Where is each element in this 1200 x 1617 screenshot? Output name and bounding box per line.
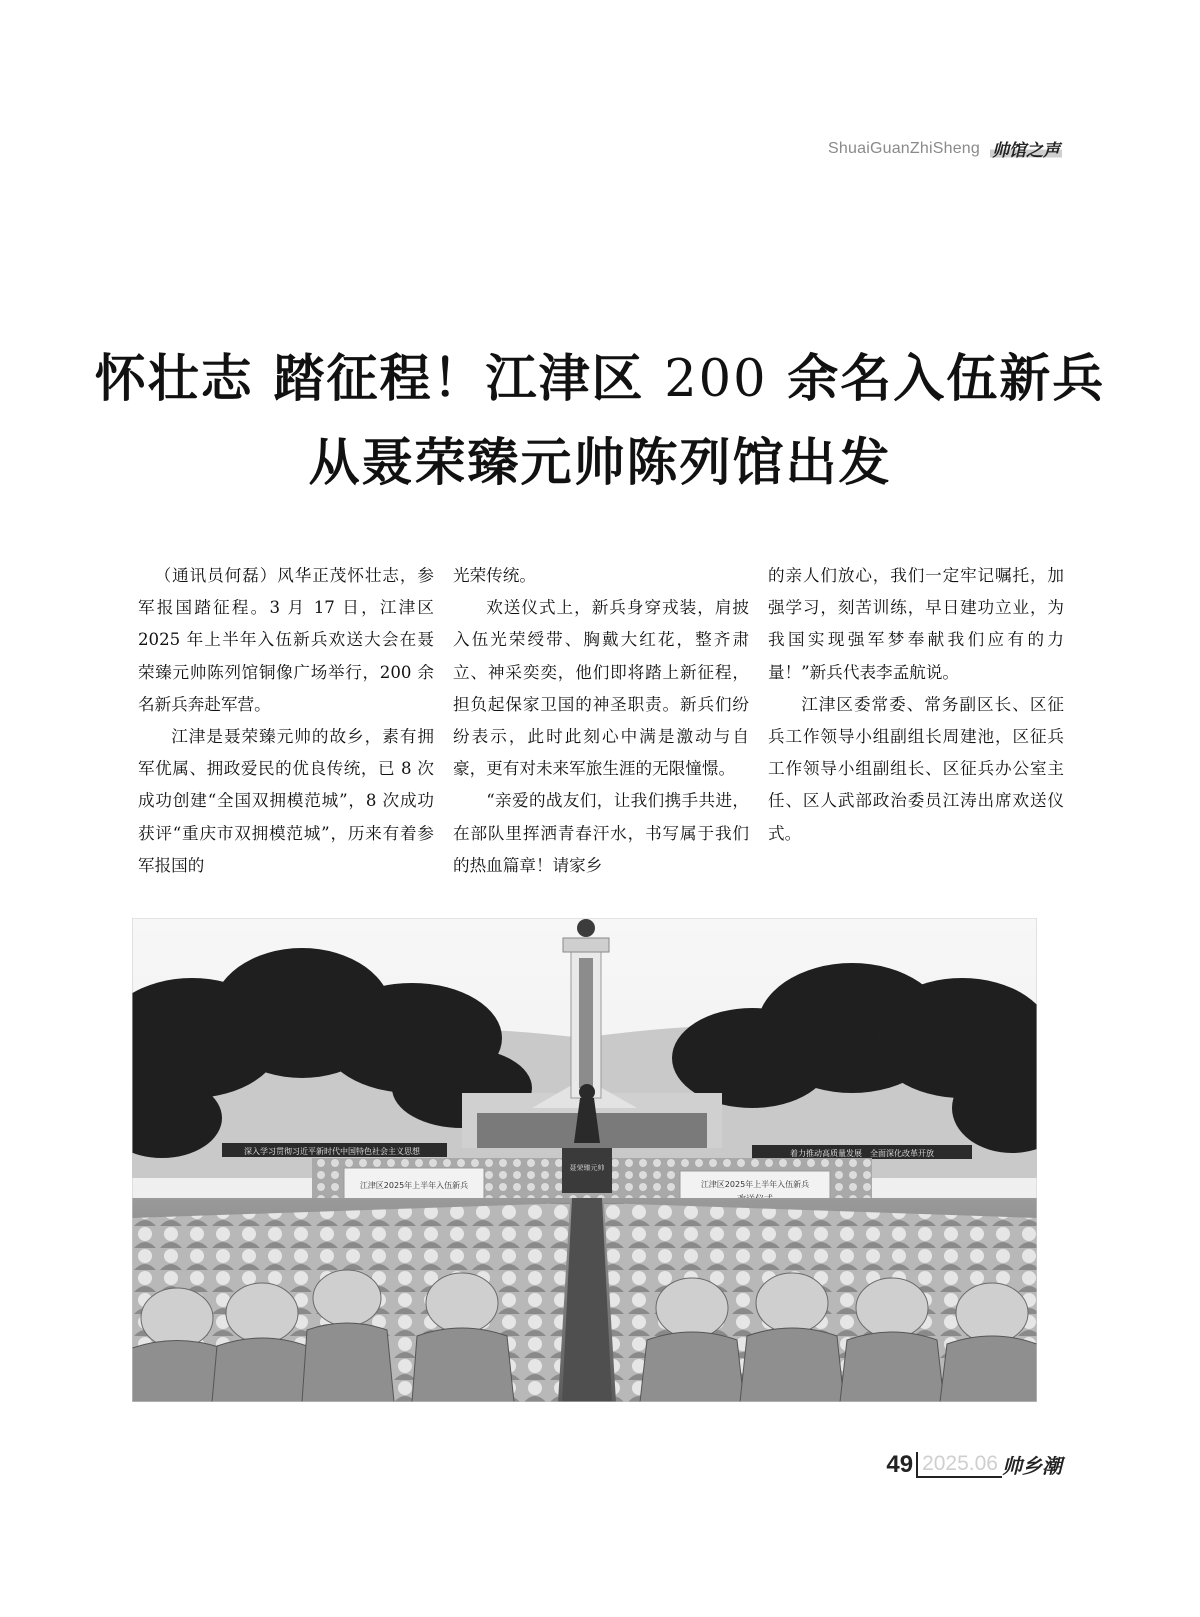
- column-3: [768, 560, 1064, 880]
- paragraph: 欢送仪式上，新兵身穿戎装，肩披入伍光荣绶带、胸戴大红花，整齐肃立、神采奕奕，他们即将踏上新征程，担负起保家卫国的神圣职责。新兵们纷纷表示，此时此刻心中满是激动与自豪，更有对未来军旅生涯的无限憧憬。: [453, 598, 749, 779]
- paragraph: “亲爱的战友们，让我们携手共进，在部队里挥洒青春汗水，书写属于我们的热血篇章！请家乡: [453, 791, 749, 875]
- paragraph: 江津区委常委、常务副区长、区征兵工作领导小组副组长周建池，区征兵工作领导小组副组长、区征兵办公室主任、区人武部政治委员江涛出席欢送仪式。: [768, 694, 1064, 843]
- section-name-cn: 帅馆之声: [990, 136, 1062, 161]
- column-1: [138, 560, 434, 880]
- ceremony-photo: [132, 918, 1037, 1402]
- paragraph: 江津是聂荣臻元帅的故乡，素有拥军优属、拥政爱民的优良传统，已 8 次成功创建“全国双拥模范城”，8 次成功获评“重庆市双拥模范城”，历来有着参军报国的: [138, 727, 434, 875]
- photo-illustration: [132, 918, 1037, 1402]
- paragraph: （通讯员何磊）风华正茂怀壮志，参军报国踏征程。3 月 17 日，江津区 2025 年上半年入伍新兵欢送大会在聂荣臻元帅陈列馆铜像广场举行，200 余名新兵奔赴军营。: [138, 566, 434, 714]
- board-left-text: 江津区2025年上半年入伍新兵: [359, 1181, 469, 1190]
- banner-right-text: 着力推动高质量发展 全面深化改革开放: [790, 1149, 934, 1158]
- title-number: 200: [664, 350, 768, 409]
- article-body: [138, 560, 1064, 880]
- title-text-a: 怀壮志 踏征程！江津区: [94, 350, 665, 409]
- section-name-latin: ShuaiGuanZhiSheng: [828, 139, 980, 157]
- page-number: 49: [886, 1452, 918, 1478]
- pedestal-inscription: 聂荣臻元帅: [569, 1164, 605, 1172]
- board-right-text-1: 江津区2025年上半年入伍新兵: [700, 1180, 810, 1189]
- paragraph: 光荣传统。: [453, 566, 536, 585]
- page-footer: [886, 1452, 1062, 1478]
- magazine-name: 帅乡潮: [1002, 1454, 1062, 1478]
- title-line-2: 从聂荣臻元帅陈列馆出发: [308, 434, 892, 493]
- article-title: [0, 338, 1200, 506]
- section-header: [828, 136, 1062, 161]
- banner-left-text: 深入学习贯彻习近平新时代中国特色社会主义思想: [244, 1147, 420, 1156]
- issue-date: 2025.06: [918, 1452, 1002, 1478]
- title-text-b: 余名入伍新兵: [767, 350, 1106, 409]
- title-line-1: [0, 338, 1200, 422]
- column-2: [453, 560, 749, 880]
- paragraph: 的亲人们放心，我们一定牢记嘱托，加强学习，刻苦训练，早日建功立业，为我国实现强军梦奉献我们应有的力量！”新兵代表李孟航说。: [768, 566, 1064, 682]
